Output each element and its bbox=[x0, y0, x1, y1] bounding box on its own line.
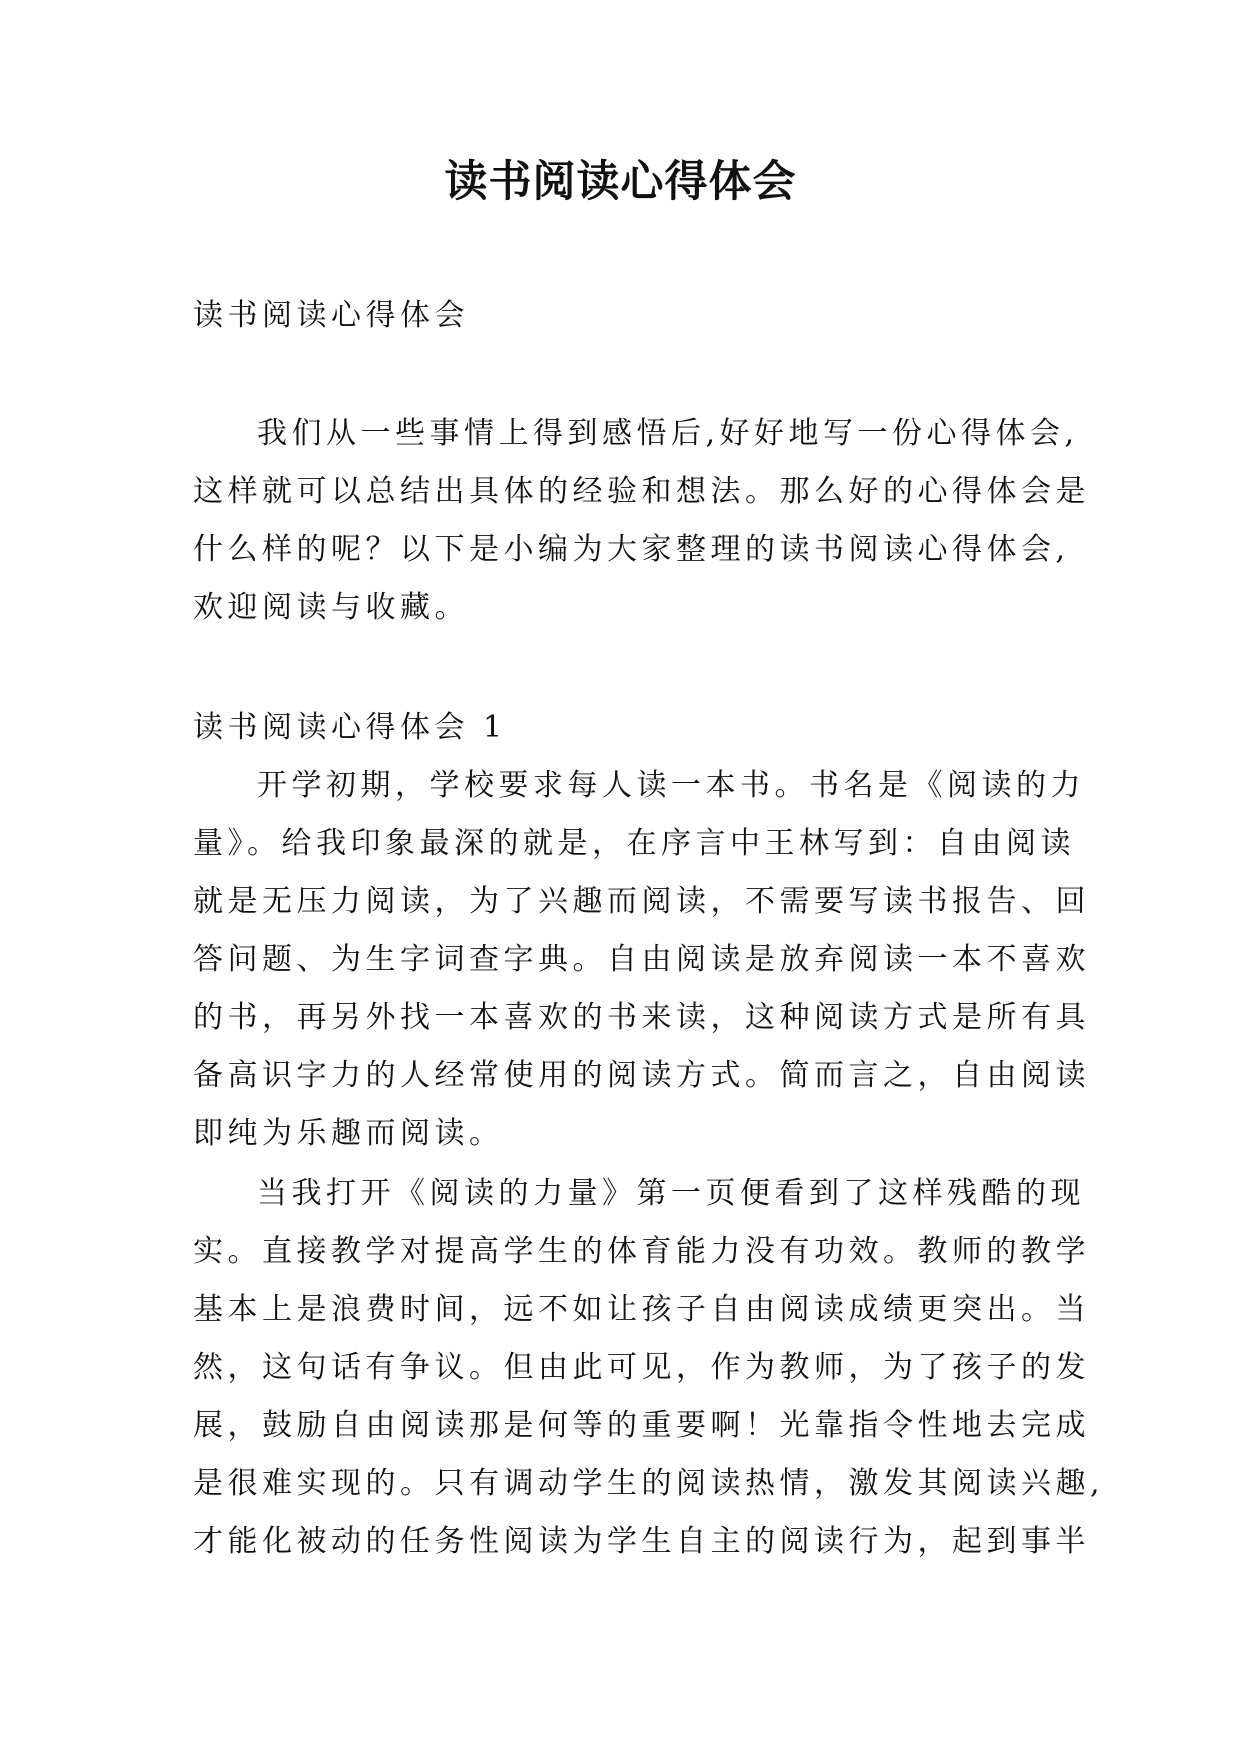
intro-line-1: 我们从一些事情上得到感悟后,好好地写一份心得体会, bbox=[257, 416, 1079, 451]
paragraph-1-line-2: 量》。给我印象最深的就是，在序言中王林写到：自由阅读 bbox=[193, 826, 1075, 861]
subtitle-line: 读书阅读心得体会 bbox=[193, 298, 469, 333]
intro-line-4: 欢迎阅读与收藏。 bbox=[193, 590, 469, 625]
section-heading bbox=[193, 699, 1063, 757]
intro-line-3: 什么样的呢？以下是小编为大家整理的读书阅读心得体会, bbox=[193, 532, 1070, 567]
intro-line-2: 这样就可以总结出具体的经验和想法。那么好的心得体会是 bbox=[193, 474, 1090, 509]
document-subtitle bbox=[193, 287, 1063, 345]
paragraph-2-line-1: 当我打开《阅读的力量》第一页便看到了这样残酷的现 bbox=[257, 1176, 1085, 1211]
document-title: 读书阅读心得体会 bbox=[444, 157, 797, 207]
section-title-line: 读书阅读心得体会 1 bbox=[193, 710, 507, 745]
intro-paragraph bbox=[193, 405, 1090, 637]
paragraph-1 bbox=[193, 757, 1090, 1163]
paragraph-1-line-7: 即纯为乐趣而阅读。 bbox=[193, 1116, 504, 1151]
paragraph-2-line-4: 然，这句话有争议。但由此可见，作为教师，为了孩子的发 bbox=[193, 1350, 1090, 1385]
paragraph-1-line-1: 开学初期，学校要求每人读一本书。书名是《阅读的力 bbox=[257, 768, 1085, 803]
paragraph-2-line-6: 是很难实现的。只有调动学生的阅读热情，激发其阅读兴趣, bbox=[193, 1466, 1105, 1501]
paragraph-1-line-5: 的书，再另外找一本喜欢的书来读，这种阅读方式是所有具 bbox=[193, 1000, 1090, 1035]
paragraph-2 bbox=[193, 1165, 1105, 1571]
paragraph-2-line-2: 实。直接教学对提高学生的体育能力没有功效。教师的教学 bbox=[193, 1234, 1090, 1269]
paragraph-2-line-7: 才能化被动的任务性阅读为学生自主的阅读行为，起到事半 bbox=[193, 1524, 1090, 1559]
paragraph-1-line-3: 就是无压力阅读，为了兴趣而阅读，不需要写读书报告、回 bbox=[193, 884, 1090, 919]
paragraph-1-line-6: 备高识字力的人经常使用的阅读方式。简而言之，自由阅读 bbox=[193, 1058, 1090, 1093]
paragraph-1-line-4: 答问题、为生字词查字典。自由阅读是放弃阅读一本不喜欢 bbox=[193, 942, 1090, 977]
paragraph-2-line-3: 基本上是浪费时间，远不如让孩子自由阅读成绩更突出。当 bbox=[193, 1292, 1090, 1327]
paragraph-2-line-5: 展，鼓励自由阅读那是何等的重要啊！光靠指令性地去完成 bbox=[193, 1408, 1090, 1443]
